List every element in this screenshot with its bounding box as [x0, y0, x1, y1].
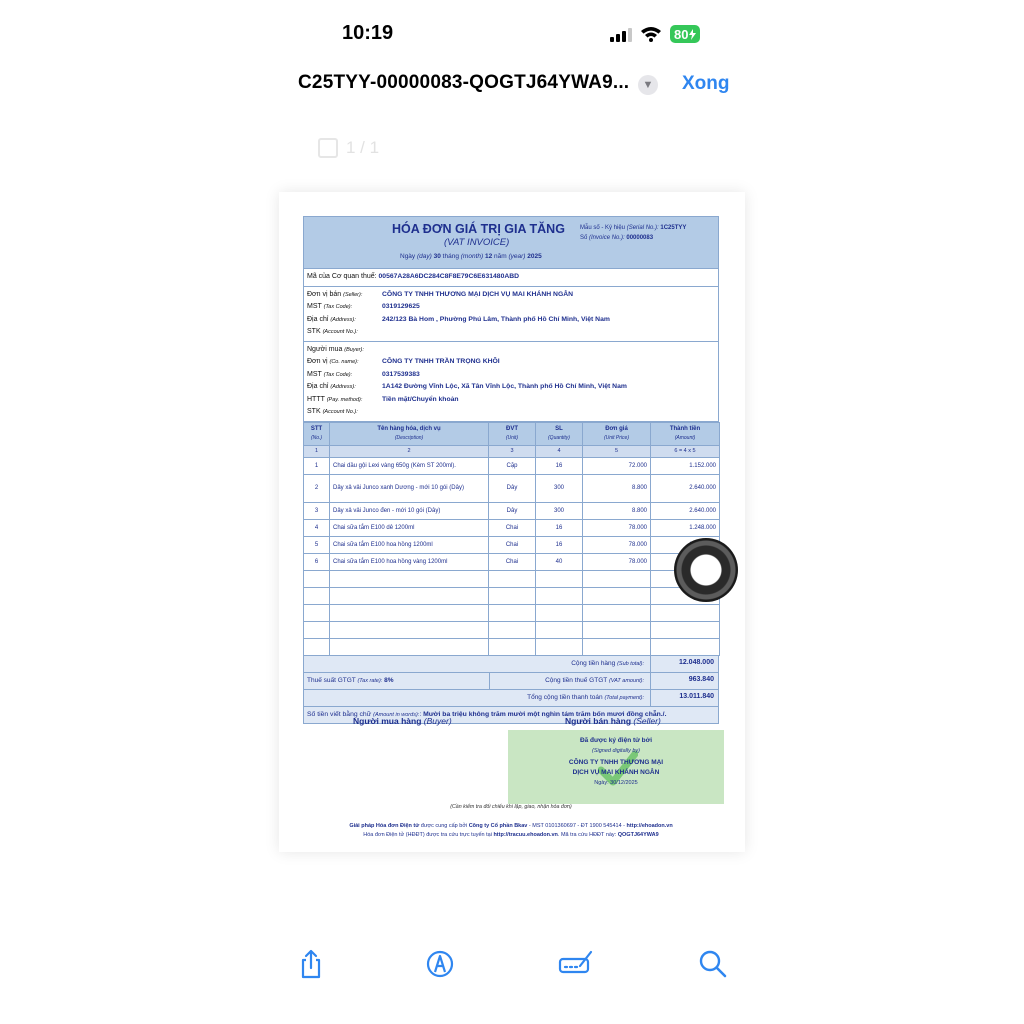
- column-header: SL (Quantity): [536, 422, 583, 445]
- seller-info: Đơn vị bán (Seller): CÔNG TY TNHH THƯƠNG MẠI DỊCH VỤ MAI KHÁNH NGÂN MST (Tax Code): 0319129625 Địa chỉ (Address): 242/123 Bà Hom , Phường Phú Lâm, Thành phố Hồ Chí Minh, Việt Nam STK (Account No.):: [303, 287, 719, 342]
- page-indicator: [318, 138, 379, 158]
- column-header: ĐVT (Unit): [489, 422, 536, 445]
- invoice-footer: Giải pháp Hóa đơn Điện tử được cung cấp bởi Công ty Cổ phần Bkav - MST 0101360697 - ĐT 1900 545414 - http://ehoadon.vn Hóa đơn Điện tử (HĐĐT) được tra cứu trực tuyến tại http://tracuu.ehoadon.vn. Mã tra cứu HĐĐT này: QOGTJ64YWA9: [349, 823, 673, 838]
- tax-authority-code: Mã của Cơ quan thuế: 00567A28A6DC284C8F8E79C6E631480ABD: [303, 269, 719, 287]
- subtotal-row: Cộng tiền hàng (Sub total): 12.048.000: [303, 656, 719, 673]
- table-header-row: [304, 422, 720, 445]
- table-row: 4 Chai sữa tắm E100 dê 1200ml Chai 16 78.000 1.248.000: [304, 519, 720, 536]
- buyer-info: Người mua (Buyer): Đơn vị (Co. name): CÔNG TY TNHH TRẦN TRỌNG KHÔI MST (Tax Code): 0317539383 Địa chỉ (Address): 1A142 Đường Vĩnh Lộc, Xã Tân Vĩnh Lộc, Thành phố Hồ Chí Minh, Việt Nam HTTT (Pay. method): Tiền mặt/Chuyển khoản STK (Account No.):: [303, 342, 719, 422]
- page-count: 1 / 1: [346, 138, 380, 157]
- invoice: [303, 216, 719, 838]
- column-header: Đơn giá (Unit Price): [583, 422, 651, 445]
- cellular-signal-icon: [610, 26, 632, 42]
- status-indicators: [610, 25, 700, 43]
- empty-row: [304, 570, 720, 587]
- pdf-page[interactable]: [279, 192, 745, 852]
- empty-row: [304, 604, 720, 621]
- table-row: 6 Chai sữa tắm E100 hoa hồng vàng 1200ml Chai 40 78.000: [304, 553, 720, 570]
- document-title[interactable]: C25TYY-00000083-QOGTJ64YWA9...: [298, 72, 630, 93]
- digital-signature-box: Đã được ký điện tử bởi (Signed digitally by) CÔNG TY TNHH THƯƠNG MẠI DỊCH VỤ MAI KHÁNH NGÂN Ngày: 30/12/2025: [508, 730, 724, 804]
- signature-icon[interactable]: [558, 948, 594, 980]
- empty-row: [304, 621, 720, 638]
- table-row: 2 Dây xả vải Junco xanh Dương - mới 10 gói (Dây) Dây 300 8.800 2.640.000: [304, 474, 720, 502]
- invoice-header: [303, 216, 719, 269]
- done-button[interactable]: Xong: [682, 73, 730, 94]
- charging-bolt-icon: [689, 29, 696, 40]
- buyer-signature-label: Người mua hàng (Buyer): [353, 716, 452, 726]
- seller-signature-label: Người bán hàng (Seller): [565, 716, 661, 726]
- total-row: Tổng cộng tiền thanh toán (Total payment): 13.011.840: [303, 690, 719, 707]
- battery-level: 80: [674, 26, 689, 42]
- invoice-subtitle: (VAT INVOICE): [444, 237, 510, 248]
- column-header: Tên hàng hóa, dịch vụ (Description): [330, 422, 489, 445]
- vat-row: Thuế suất GTGT (Tax rate): 8% Cộng tiền thuế GTGT (VAT amount): 963.840: [303, 673, 719, 690]
- empty-row: [304, 638, 720, 655]
- status-time: 10:19: [342, 22, 394, 44]
- column-index-row: 1 2 3 4 5 6 = 4 x 5: [304, 445, 720, 457]
- vat-value: 963.840: [688, 675, 714, 683]
- empty-row: [304, 587, 720, 604]
- invoice-title: HÓA ĐƠN GIÁ TRỊ GIA TĂNG: [392, 222, 565, 236]
- column-header: STT (No.): [304, 422, 330, 445]
- wifi-icon: [640, 26, 662, 42]
- markup-icon[interactable]: [424, 948, 456, 980]
- items-table: [303, 422, 720, 656]
- subtotal-value: 12.048.000: [678, 658, 714, 666]
- total-value: 13.011.840: [679, 692, 714, 700]
- share-icon[interactable]: [295, 948, 327, 980]
- amount-in-words: Số tiền viết bằng chữ (Amount in words):: Mười ba triệu không trăm mười một nghìn tám trăm bốn mươi đồng chẵn./.: [303, 707, 719, 724]
- battery-indicator: [670, 25, 700, 43]
- verification-note: (Cần kiểm tra đối chiếu khi lập, giao, nhận hóa đơn): [450, 804, 572, 810]
- search-icon[interactable]: [697, 948, 729, 980]
- table-row: 1 Chai dầu gội Lexi vàng 650g (Kèm ST 200ml). Cặp 16 72.000 1.152.000: [304, 457, 720, 474]
- bottom-toolbar: [0, 948, 1024, 982]
- invoice-date: Ngày (day) 30 tháng (month) 12 năm (year) 2025: [400, 253, 542, 260]
- touch-indicator: [674, 538, 738, 602]
- column-header: Thành tiền (Amount): [651, 422, 720, 445]
- table-row: 5 Chai sữa tắm E100 hoa hồng 1200ml Chai 16 78.000: [304, 536, 720, 553]
- table-row: 3 Dây xả vải Junco đen - mới 10 gói (Dây) Dây 300 8.800 2.640.000: [304, 502, 720, 519]
- invoice-serial: Mẫu số - Ký hiệu (Serial No.): 1C25TYY Số (Invoice No.): 00000083: [580, 225, 687, 241]
- page-icon: [318, 138, 338, 158]
- chevron-down-icon[interactable]: ▼: [638, 75, 658, 95]
